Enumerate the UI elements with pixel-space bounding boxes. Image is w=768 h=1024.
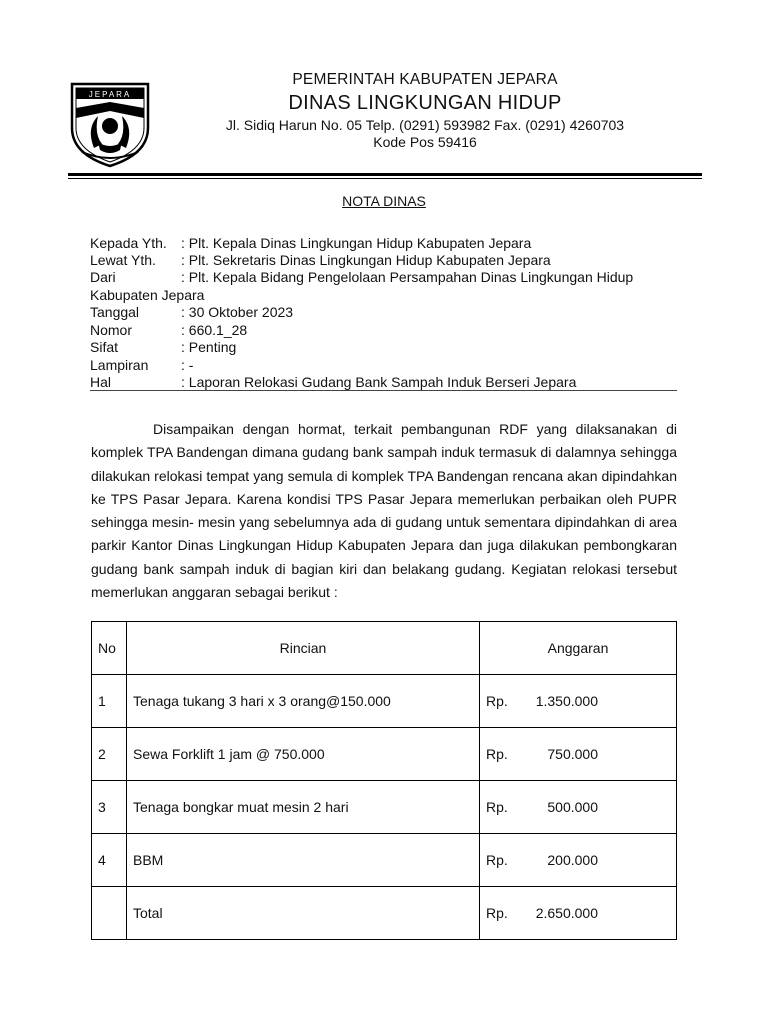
header-government: PEMERINTAH KABUPATEN JEPARA — [292, 71, 558, 88]
row-no: 1 — [92, 675, 127, 728]
body-paragraph: Disampaikan dengan hormat, terkait pembangunan RDF yang dilaksanakan di komplek TPA Bandengan dimana gudang bank sampah induk termasuk di dalamnya sehingga dilakukan relokasi tempat yang semula di komplek TPA Bandengan rencana akan dipindahkan ke TPS Pasar Jepara. Karena kondisi TPS Pasar Jepara memerlukan perbaikan oleh PUPR sehingga mesin- mesin yang sebelumnya ada di gudang untuk sementara dipindahkan di area parkir Kantor Dinas Lingkungan Hidup Kabupaten Jepara dan juga dilakukan pembongkaran gudang bank sampah induk di bagian kiri dan belakang gudang. Kegiatan relokasi tersebut memerlukan anggaran sebagai berikut : — [91, 421, 677, 601]
header-divider-thin — [68, 178, 702, 179]
row-rincian: Sewa Forklift 1 jam @ 750.000 — [127, 728, 480, 781]
tanggal-label: Tanggal — [90, 304, 140, 320]
amount-value: 200.000 — [547, 852, 598, 868]
table-row — [92, 834, 677, 887]
hal-label: Hal — [90, 374, 112, 390]
header-agency: DINAS LINGKUNGAN HIDUP — [288, 92, 562, 114]
row-rincian: Tenaga bongkar muat mesin 2 hari — [127, 781, 480, 834]
currency-label: Rp. — [486, 693, 508, 709]
row-anggaran — [480, 675, 677, 728]
document-title: NOTA DINAS — [342, 193, 426, 209]
amount-value: 500.000 — [547, 799, 598, 815]
table-row — [92, 728, 677, 781]
sifat-value: : Penting — [181, 339, 237, 355]
lampiran-value: : - — [181, 357, 194, 373]
table-row — [92, 675, 677, 728]
currency-label: Rp. — [486, 852, 508, 868]
header-rincian: Rincian — [127, 622, 480, 675]
nomor-label: Nomor — [90, 322, 133, 338]
header-divider-thick — [68, 173, 702, 176]
row-rincian: BBM — [127, 834, 480, 887]
lewat-label: Lewat Yth. — [90, 252, 156, 268]
row-no: 2 — [92, 728, 127, 781]
row-anggaran — [480, 781, 677, 834]
total-anggaran — [480, 887, 677, 940]
hal-value: : Laporan Relokasi Gudang Bank Sampah Induk Berseri Jepara — [181, 374, 577, 390]
header-no: No — [92, 622, 127, 675]
nomor-value: : 660.1_28 — [181, 322, 248, 338]
currency-label: Rp. — [486, 905, 508, 921]
table-total-row — [92, 887, 677, 940]
dari-value: : Plt. Kepala Bidang Pengelolaan Persampahan Dinas Lingkungan Hidup — [181, 269, 634, 285]
row-anggaran — [480, 834, 677, 887]
dari-label: Dari — [90, 269, 116, 285]
table-row — [92, 781, 677, 834]
currency-label: Rp. — [486, 799, 508, 815]
kepada-label: Kepada Yth. — [90, 235, 167, 251]
budget-table — [91, 621, 677, 940]
header-anggaran: Anggaran — [480, 622, 677, 675]
sifat-label: Sifat — [90, 339, 119, 355]
table-header-row — [92, 622, 677, 675]
lewat-value: : Plt. Sekretaris Dinas Lingkungan Hidup Kabupaten Jepara — [181, 252, 551, 268]
header-postcode: Kode Pos 59416 — [373, 134, 477, 150]
row-anggaran — [480, 728, 677, 781]
row-no: 4 — [92, 834, 127, 887]
total-no — [92, 887, 127, 940]
dari-value-continued: Kabupaten Jepara — [90, 287, 205, 303]
header-address: Jl. Sidiq Harun No. 05 Telp. (0291) 593982 Fax. (0291) 4260703 — [225, 117, 625, 133]
currency-label: Rp. — [486, 746, 508, 762]
amount-value: 750.000 — [547, 746, 598, 762]
logo-text: JEPARA — [88, 90, 132, 99]
lampiran-label: Lampiran — [90, 357, 149, 373]
total-label: Total — [127, 887, 480, 940]
meta-divider — [90, 390, 677, 391]
amount-value: 1.350.000 — [535, 693, 598, 709]
kepada-value: : Plt. Kepala Dinas Lingkungan Hidup Kabupaten Jepara — [181, 235, 532, 251]
total-amount: 2.650.000 — [535, 905, 598, 921]
row-no: 3 — [92, 781, 127, 834]
row-rincian: Tenaga tukang 3 hari x 3 orang@150.000 — [127, 675, 480, 728]
tanggal-value: : 30 Oktober 2023 — [181, 304, 294, 320]
jepara-coat-of-arms-logo — [68, 78, 152, 168]
